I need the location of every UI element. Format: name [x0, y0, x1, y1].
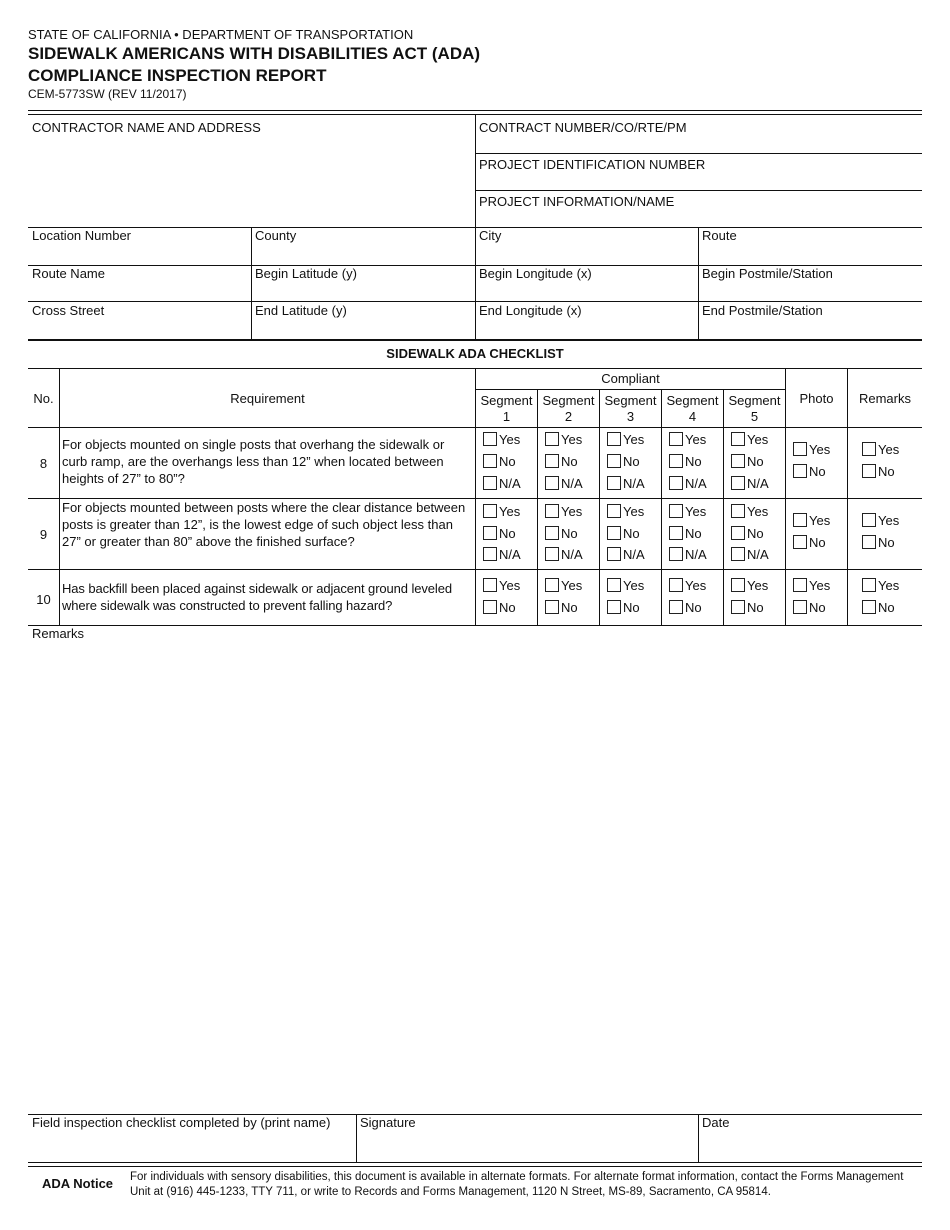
- checkbox-label: Yes: [747, 504, 769, 519]
- col-header-remarks: Remarks: [858, 391, 911, 406]
- row-8-segment-5-yes-option[interactable]: [731, 432, 768, 448]
- row-8-segment-1-na-option[interactable]: [483, 476, 521, 492]
- agency-line: STATE OF CALIFORNIA • DEPARTMENT OF TRANSPORTATION: [28, 27, 414, 42]
- checkbox-label: Yes: [561, 578, 583, 593]
- row-8-segment-5-no-option[interactable]: [731, 454, 764, 470]
- project-id-field[interactable]: PROJECT IDENTIFICATION NUMBER: [479, 157, 706, 172]
- checkbox-label: Yes: [747, 432, 769, 447]
- row-9-segment-1-yes-option[interactable]: [483, 504, 520, 520]
- checkbox[interactable]: [862, 578, 876, 592]
- checkbox[interactable]: [669, 600, 683, 614]
- checkbox-label: No: [809, 535, 826, 550]
- checkbox-label: No: [685, 600, 702, 615]
- checkbox[interactable]: [483, 526, 497, 540]
- location-number-field[interactable]: Location Number: [32, 228, 131, 243]
- checkbox[interactable]: [607, 504, 621, 518]
- end-postmile-field[interactable]: End Postmile/Station: [702, 303, 823, 318]
- col-header-no: No.: [33, 391, 54, 406]
- checkbox[interactable]: [607, 578, 621, 592]
- checkbox[interactable]: [483, 578, 497, 592]
- row-9-segment-5-yes-option[interactable]: [731, 504, 768, 520]
- checkbox-label: No: [685, 525, 702, 541]
- checkbox[interactable]: [545, 432, 559, 446]
- row-10-photo-yes-option[interactable]: [793, 578, 830, 594]
- checkbox-label: N/A: [685, 476, 707, 491]
- checkbox[interactable]: [731, 526, 745, 540]
- row-9-segment-4-no-option[interactable]: [669, 526, 702, 542]
- checkbox-label: Yes: [623, 432, 645, 447]
- row-8-segment-3-no-option[interactable]: [607, 454, 640, 470]
- row-8-segment-2-no-option[interactable]: [545, 454, 578, 470]
- checkbox[interactable]: [669, 578, 683, 592]
- form-title-line2: COMPLIANCE INSPECTION REPORT: [28, 66, 327, 85]
- checkbox[interactable]: [607, 454, 621, 468]
- checkbox-label: Yes: [623, 578, 645, 593]
- checkbox[interactable]: [545, 476, 559, 490]
- row-10-remarks-no-option[interactable]: [862, 600, 895, 616]
- row-9-segment-1-no-option[interactable]: [483, 526, 516, 542]
- checkbox-label: N/A: [561, 476, 583, 491]
- row-number-8: 8: [39, 456, 48, 471]
- checkbox-label: N/A: [623, 476, 645, 491]
- checkbox[interactable]: [669, 432, 683, 446]
- row-8-segment-3-na-option[interactable]: [607, 476, 645, 492]
- checkbox-label: No: [878, 600, 895, 615]
- col-header-photo: Photo: [799, 391, 834, 406]
- checkbox-label: Yes: [878, 442, 900, 457]
- row-number-9: 9: [39, 527, 48, 542]
- checkbox[interactable]: [669, 476, 683, 490]
- route-field[interactable]: Route: [702, 228, 737, 243]
- checkbox[interactable]: [862, 600, 876, 614]
- row-8-segment-1-no-option[interactable]: [483, 454, 516, 470]
- segment-header-3: Segment 3: [604, 393, 657, 424]
- checkbox[interactable]: [483, 547, 497, 561]
- checkbox-label: No: [623, 600, 640, 615]
- row-9-segment-3-yes-option[interactable]: [607, 504, 644, 520]
- begin-postmile-field[interactable]: Begin Postmile/Station: [702, 266, 833, 281]
- row-10-segment-3-yes-option[interactable]: [607, 578, 644, 594]
- checkbox-label: Yes: [685, 578, 707, 593]
- checkbox[interactable]: [731, 578, 745, 592]
- checklist-title: SIDEWALK ADA CHECKLIST: [386, 346, 564, 361]
- row-10-segment-3-no-option[interactable]: [607, 600, 640, 616]
- row-10-segment-2-yes-option[interactable]: [545, 578, 582, 594]
- checkbox[interactable]: [545, 526, 559, 540]
- row-10-segment-4-no-option[interactable]: [669, 600, 702, 616]
- checkbox[interactable]: [862, 513, 876, 527]
- row-9-segment-4-na-option[interactable]: [669, 547, 707, 563]
- checkbox[interactable]: [607, 547, 621, 561]
- checkbox-label: N/A: [747, 547, 769, 562]
- row-8-segment-4-yes-option[interactable]: [669, 432, 706, 448]
- checkbox[interactable]: [862, 464, 876, 478]
- checkbox[interactable]: [483, 600, 497, 614]
- col-header-compliant: Compliant: [601, 371, 660, 386]
- checkbox[interactable]: [731, 476, 745, 490]
- row-9-segment-5-na-option[interactable]: [731, 547, 769, 563]
- row-9-photo-yes-option[interactable]: [793, 513, 830, 529]
- ada-notice-label: ADA Notice: [42, 1176, 114, 1191]
- checkbox-label: No: [747, 600, 764, 615]
- checkbox-label: No: [623, 525, 640, 541]
- checkbox-label: No: [561, 525, 578, 541]
- checkbox-label: No: [747, 525, 764, 541]
- checkbox-label: Yes: [561, 504, 583, 519]
- signature-field[interactable]: Signature: [360, 1115, 416, 1130]
- checkbox[interactable]: [793, 600, 807, 614]
- project-info-field[interactable]: PROJECT INFORMATION/NAME: [479, 194, 675, 209]
- row-8-segment-4-na-option[interactable]: [669, 476, 707, 492]
- checkbox-label: Yes: [561, 432, 583, 447]
- checkbox-label: No: [561, 454, 578, 469]
- row-9-segment-1-na-option[interactable]: [483, 547, 521, 563]
- checkbox-label: No: [623, 454, 640, 469]
- requirement-text-10: Has backfill been placed against sidewalk or adjacent ground leveled where sidewalk was constructed to prevent falling hazard?: [62, 581, 452, 613]
- end-longitude-field[interactable]: End Longitude (x): [479, 303, 582, 318]
- checkbox-label: No: [878, 535, 895, 550]
- row-number-10: 10: [36, 592, 51, 607]
- row-10-segment-1-yes-option[interactable]: [483, 578, 520, 594]
- segment-header-1: Segment 1: [480, 393, 533, 424]
- checkbox[interactable]: [545, 454, 559, 468]
- row-8-remarks-yes-option[interactable]: [862, 442, 899, 458]
- checkbox[interactable]: [731, 454, 745, 468]
- segment-header-2: Segment 2: [542, 393, 595, 424]
- begin-longitude-field[interactable]: Begin Longitude (x): [479, 266, 592, 281]
- checkbox[interactable]: [793, 442, 807, 456]
- county-field[interactable]: County: [255, 228, 297, 243]
- checkbox[interactable]: [545, 504, 559, 518]
- city-field[interactable]: City: [479, 228, 502, 243]
- checkbox-label: N/A: [561, 547, 583, 562]
- segment-header-4: Segment 4: [666, 393, 719, 424]
- ada-notice-text: For individuals with sensory disabilities, this document is available in alternate formats. For alternate format information, contact the Forms Management Unit at (916) 445-1233, TTY 711, or write to Records and Forms Management, 1120 N Street, MS-89, Sacramento, CA 95814.: [130, 1171, 904, 1198]
- checkbox-label: No: [499, 454, 516, 469]
- row-8-segment-2-yes-option[interactable]: [545, 432, 582, 448]
- segment-header-5: Segment 5: [728, 393, 781, 424]
- checkbox[interactable]: [862, 442, 876, 456]
- checkbox-label: N/A: [685, 547, 707, 562]
- checkbox[interactable]: [483, 504, 497, 518]
- row-9-remarks-no-option[interactable]: [862, 535, 895, 551]
- row-8-segment-5-na-option[interactable]: [731, 476, 769, 492]
- checkbox-label: No: [809, 464, 826, 479]
- checkbox[interactable]: [669, 547, 683, 561]
- row-9-photo-no-option[interactable]: [793, 535, 826, 551]
- checkbox-label: Yes: [878, 513, 900, 528]
- checkbox-label: No: [499, 525, 516, 541]
- checkbox-label: No: [878, 464, 895, 479]
- cross-street-field[interactable]: Cross Street: [32, 303, 105, 318]
- remarks-label: Remarks: [32, 626, 85, 641]
- checkbox[interactable]: [545, 600, 559, 614]
- date-field[interactable]: Date: [702, 1115, 730, 1130]
- checkbox-label: N/A: [747, 476, 769, 491]
- row-10-photo-no-option[interactable]: [793, 600, 826, 616]
- form-title-line1: SIDEWALK AMERICANS WITH DISABILITIES ACT (ADA): [28, 44, 481, 63]
- checkbox-label: No: [685, 454, 702, 469]
- checkbox-label: Yes: [809, 513, 831, 528]
- col-header-requirement: Requirement: [230, 391, 305, 406]
- checkbox-label: N/A: [499, 476, 521, 491]
- checkbox[interactable]: [862, 535, 876, 549]
- checkbox[interactable]: [669, 454, 683, 468]
- row-8-photo-no-option[interactable]: [793, 464, 826, 480]
- row-8-segment-1-yes-option[interactable]: [483, 432, 520, 448]
- checkbox[interactable]: [669, 526, 683, 540]
- row-8-segment-3-yes-option[interactable]: [607, 432, 644, 448]
- checkbox-label: No: [809, 600, 826, 615]
- checkbox[interactable]: [731, 504, 745, 518]
- requirement-text-9: For objects mounted between posts where the clear distance between posts is greater than 12”, is the lowest edge of such object less than 27” or greater than 80” above the finished surface?: [62, 500, 466, 549]
- row-8-remarks-no-option[interactable]: [862, 464, 895, 480]
- row-8-segment-2-na-option[interactable]: [545, 476, 583, 492]
- row-9-segment-3-na-option[interactable]: [607, 547, 645, 563]
- checkbox[interactable]: [483, 476, 497, 490]
- form-number: CEM-5773SW (REV 11/2017): [28, 87, 187, 101]
- checkbox[interactable]: [545, 578, 559, 592]
- checkbox[interactable]: [607, 526, 621, 540]
- row-10-segment-1-no-option[interactable]: [483, 600, 516, 616]
- row-10-segment-2-no-option[interactable]: [545, 600, 578, 616]
- end-latitude-field[interactable]: End Latitude (y): [255, 303, 347, 318]
- checkbox[interactable]: [731, 547, 745, 561]
- contract-number-field[interactable]: CONTRACT NUMBER/CO/RTE/PM: [479, 120, 687, 135]
- checkbox[interactable]: [607, 432, 621, 446]
- row-10-segment-5-yes-option[interactable]: [731, 578, 768, 594]
- row-9-segment-2-no-option[interactable]: [545, 526, 578, 542]
- checkbox-label: Yes: [685, 504, 707, 519]
- checkbox[interactable]: [793, 578, 807, 592]
- checkbox[interactable]: [731, 600, 745, 614]
- checkbox-label: Yes: [499, 432, 521, 447]
- checkbox-label: Yes: [685, 432, 707, 447]
- row-10-segment-5-no-option[interactable]: [731, 600, 764, 616]
- row-9-remarks-yes-option[interactable]: [862, 513, 899, 529]
- checkbox-label: Yes: [623, 504, 645, 519]
- completed-by-field[interactable]: Field inspection checklist completed by (print name): [32, 1115, 331, 1130]
- checkbox[interactable]: [793, 464, 807, 478]
- checkbox[interactable]: [483, 454, 497, 468]
- checkbox-label: N/A: [623, 547, 645, 562]
- checkbox-label: Yes: [499, 578, 521, 593]
- checkbox-label: N/A: [499, 547, 521, 562]
- row-10-segment-4-yes-option[interactable]: [669, 578, 706, 594]
- checkbox[interactable]: [607, 600, 621, 614]
- checkbox[interactable]: [483, 432, 497, 446]
- checkbox-label: Yes: [809, 442, 831, 457]
- row-10-remarks-yes-option[interactable]: [862, 578, 899, 594]
- row-9-segment-2-na-option[interactable]: [545, 547, 583, 563]
- checkbox-label: Yes: [747, 578, 769, 593]
- row-9-segment-5-no-option[interactable]: [731, 526, 764, 542]
- checkbox[interactable]: [669, 504, 683, 518]
- checkbox-label: No: [499, 600, 516, 615]
- row-9-segment-2-yes-option[interactable]: [545, 504, 582, 520]
- contractor-name-field[interactable]: CONTRACTOR NAME AND ADDRESS: [32, 120, 261, 135]
- row-8-segment-4-no-option[interactable]: [669, 454, 702, 470]
- checkbox-label: Yes: [809, 578, 831, 593]
- checkbox[interactable]: [545, 547, 559, 561]
- checkbox-label: No: [561, 600, 578, 615]
- checkbox[interactable]: [607, 476, 621, 490]
- remarks-area[interactable]: [28, 645, 922, 1110]
- requirement-text-8: For objects mounted on single posts that overhang the sidewalk or curb ramp, are the overhangs less than 12” when located between heights of 27” to 80”?: [62, 437, 445, 486]
- route-name-field[interactable]: Route Name: [32, 266, 105, 281]
- checkbox-label: No: [747, 454, 764, 469]
- checkbox-label: Yes: [499, 504, 521, 519]
- checkbox[interactable]: [731, 432, 745, 446]
- begin-latitude-field[interactable]: Begin Latitude (y): [255, 266, 357, 281]
- checkbox-label: Yes: [878, 578, 900, 593]
- row-8-photo-yes-option[interactable]: [793, 442, 830, 458]
- row-9-segment-4-yes-option[interactable]: [669, 504, 706, 520]
- checkbox[interactable]: [793, 513, 807, 527]
- row-9-segment-3-no-option[interactable]: [607, 526, 640, 542]
- checkbox[interactable]: [793, 535, 807, 549]
